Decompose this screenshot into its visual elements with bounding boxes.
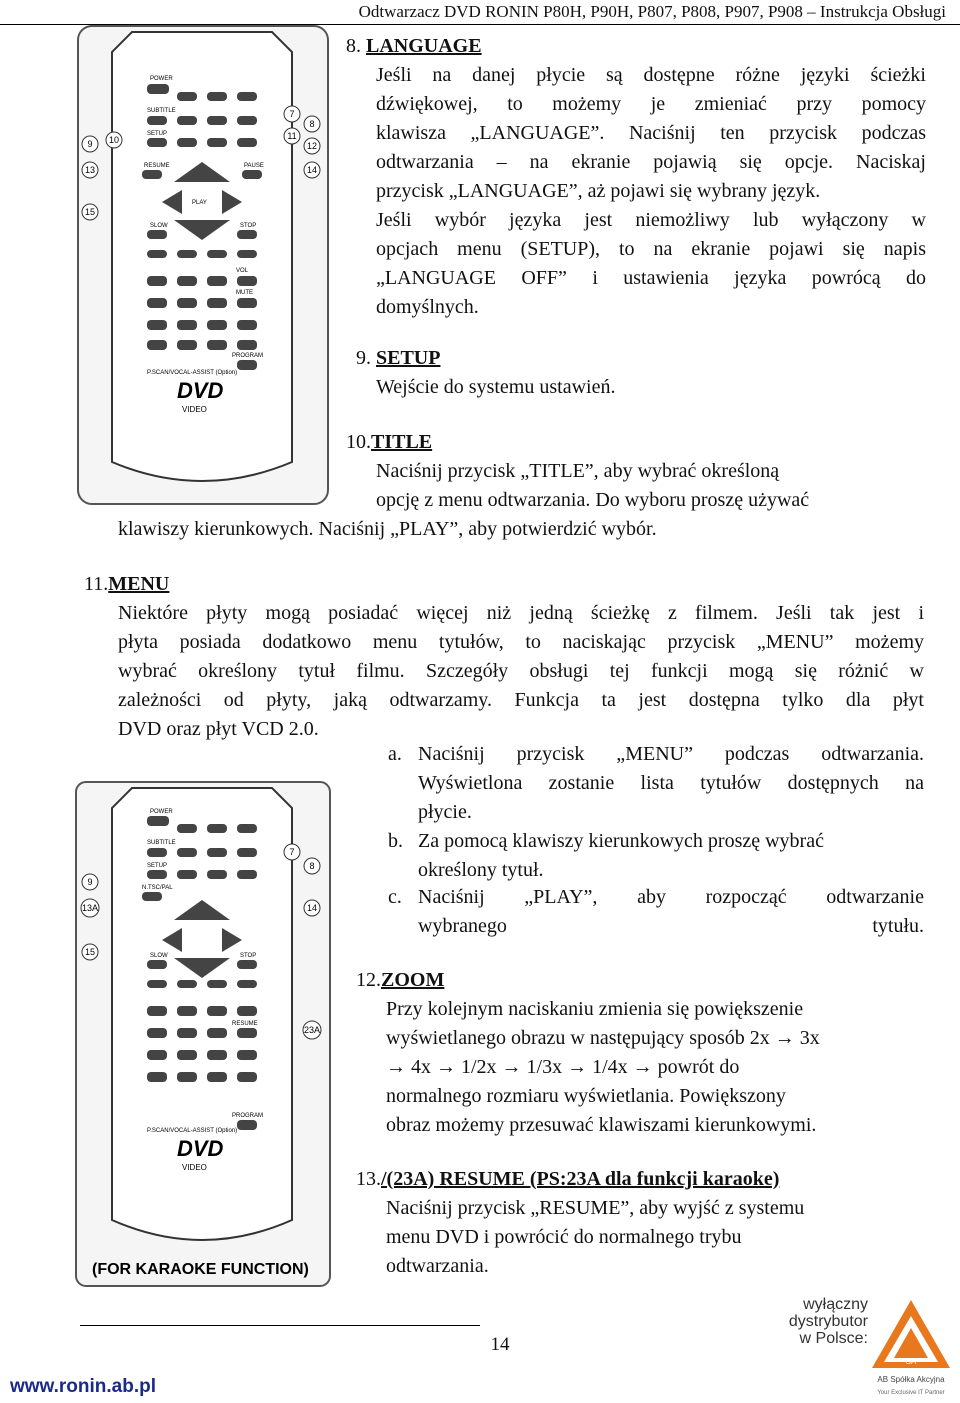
menu-step-b-line-1: Za pomocą klawiszy kierunkowych proszę wybrać <box>418 830 824 852</box>
resume-line-3: odtwarzania. <box>386 1255 489 1277</box>
remote1-label-power: POWER <box>150 76 173 82</box>
remote1-callout-12: 12 <box>306 141 318 151</box>
remote1-label-pscan: P.SCAN/VOCAL-ASSIST (Option) <box>147 370 238 376</box>
zoom-line-4: normalnego rozmiaru wyświetlania. Powiększony <box>386 1085 786 1107</box>
language-line-8: „LANGUAGE OFF” i ustawienia języka powrócą do <box>376 267 926 289</box>
section-setup-heading: 9. SETUP <box>356 347 441 369</box>
remote1-video-logo: VIDEO <box>182 405 207 414</box>
setup-line-1: Wejście do systemu ustawień. <box>376 376 616 398</box>
remote1-label-play: PLAY <box>192 200 207 206</box>
remote2-label-subtitle: SUBTITLE <box>147 840 176 846</box>
zoom-line-5: obraz możemy przesuwać klawiszami kierunkowymi. <box>386 1114 817 1136</box>
ab-logo-icon <box>870 1298 952 1398</box>
remote2-callout-15: 15 <box>84 947 96 957</box>
page-header: Odtwarzacz DVD RONIN P80H, P90H, P807, P808, P907, P908 – Instrukcja Obsługi <box>358 2 946 21</box>
menu-step-c-line-1: Naciśnij „PLAY”, aby rozpocząć odtwarzanie <box>418 886 924 908</box>
language-line-3: klawisza „LANGUAGE”. Naciśnij ten przycisk podczas <box>376 122 926 144</box>
remote1-callout-8: 8 <box>309 119 315 129</box>
remote2-callout-7: 7 <box>289 847 295 857</box>
language-line-1: Jeśli na danej płycie są dostępne różne języki ścieżki <box>376 64 926 86</box>
ab-company-name: AB Spółka Akcyjna <box>877 1375 945 1384</box>
remote2-callout-8: 8 <box>309 861 315 871</box>
menu-line-3: wybrać określony tytuł filmu. Szczegóły obsługi tej funkcji mogą się różnić w <box>118 660 924 682</box>
remote2-label-ntsc: N.TSC/PAL <box>142 885 173 891</box>
distributor-text: wyłączny dystrybutor w Polsce: <box>788 1296 868 1347</box>
zoom-line-3: → 4x → 1/2x → 1/3x → 1/4x → powrót do <box>386 1056 740 1078</box>
remote1-label-vol: VOL <box>236 268 249 274</box>
menu-step-a-line-3: płycie. <box>418 801 472 823</box>
resume-line-1: Naciśnij przycisk „RESUME”, aby wyjść z systemu <box>386 1197 805 1219</box>
menu-step-b-letter: b. <box>388 830 403 852</box>
remote2-video-logo: VIDEO <box>182 1163 207 1172</box>
menu-step-a-letter: a. <box>388 743 402 765</box>
title-line-2: opcję z menu odtwarzania. Do wyboru proszę używać <box>376 489 810 511</box>
language-line-5: przycisk „LANGUAGE”, aż pojawi się wybrany język. <box>376 180 821 202</box>
language-line-9: domyślnych. <box>376 296 479 318</box>
remote2-label-program: PROGRAM <box>232 1113 264 1119</box>
menu-line-4: zależności od płyty, jaką odtwarzamy. Funkcja ta jest dostępna tylko dla płyt <box>118 689 924 711</box>
remote1-label-program: PROGRAM <box>232 353 264 359</box>
title-line-3: klawiszy kierunkowych. Naciśnij „PLAY”, aby potwierdzić wybór. <box>118 518 657 540</box>
remote2-karaoke-caption: (FOR KARAOKE FUNCTION) <box>92 1261 309 1278</box>
remote2-callout-13a: 13A <box>81 903 99 913</box>
remote-control-image-2 <box>72 780 334 1288</box>
section-resume-heading: 13./(23A) RESUME (PS:23A dla funkcji karaoke) <box>356 1168 780 1190</box>
language-line-6: Jeśli wybór języka jest niemożliwy lub wyłączony w <box>376 209 926 231</box>
remote1-label-resume: RESUME <box>144 163 170 169</box>
remote1-callout-13: 13 <box>84 165 96 175</box>
remote2-label-pscan: P.SCAN/VOCAL-ASSIST (Option) <box>147 1128 238 1134</box>
remote1-callout-7: 7 <box>289 109 295 119</box>
zoom-line-1: Przy kolejnym naciskaniu zmienia się powiększenie <box>386 998 804 1020</box>
menu-step-c-letter: c. <box>388 886 402 908</box>
remote1-label-subtitle: SUBTITLE <box>147 108 176 114</box>
remote2-label-setup: SETUP <box>147 863 168 869</box>
remote2-dvd-logo: DVD <box>177 1136 224 1161</box>
remote2-callout-23a: 23A <box>303 1025 321 1035</box>
remote1-callout-10: 10 <box>108 135 120 145</box>
menu-step-c-line-2: wybranego tytułu. <box>418 915 924 937</box>
remote1-callout-14: 14 <box>306 165 318 175</box>
remote1-label-mute: MUTE <box>236 290 253 296</box>
language-line-7: opcjach menu (SETUP), to na ekranie pojawi się napis <box>376 238 926 260</box>
remote2-callout-9: 9 <box>87 877 93 887</box>
remote1-callout-11: 11 <box>287 131 297 141</box>
remote-control-image-1 <box>72 22 334 508</box>
menu-line-1: Niektóre płyty mogą posiadać więcej niż jedną ścieżkę z filmem. Jeśli tak jest i <box>118 602 924 624</box>
remote2-callout-14: 14 <box>306 903 318 913</box>
ab-logo-sa: SA <box>905 1357 917 1366</box>
menu-step-a-line-1: Naciśnij przycisk „MENU” podczas odtwarzania. <box>418 743 924 765</box>
remote1-callout-15: 15 <box>84 207 96 217</box>
language-line-4: odtwarzania – na ekranie pojawią się opcje. Naciskaj <box>376 151 926 173</box>
section-zoom-heading: 12.ZOOM <box>356 969 445 991</box>
menu-step-b-line-2: określony tytuł. <box>418 859 544 881</box>
website-link[interactable]: www.ronin.ab.pl <box>10 1376 157 1397</box>
language-line-2: dźwiękowej, to możemy je zmieniać przy pomocy <box>376 93 926 115</box>
remote1-label-slow: SLOW <box>150 223 168 229</box>
remote2-label-power: POWER <box>150 809 173 815</box>
section-menu-heading: 11.MENU <box>84 573 170 595</box>
menu-line-2: płyta posiada dodatkowo menu tytułów, to naciskając przycisk „MENU” możemy <box>118 631 924 653</box>
section-title-heading: 10.TITLE <box>346 431 433 453</box>
page-number: 14 <box>490 1334 510 1355</box>
remote1-callout-9: 9 <box>87 139 93 149</box>
title-line-1: Naciśnij przycisk „TITLE”, aby wybrać określoną <box>376 460 780 482</box>
menu-step-a-line-2: Wyświetlona zostanie lista tytułów dostępnych na <box>418 772 924 794</box>
resume-line-2: menu DVD i powrócić do normalnego trybu <box>386 1226 742 1248</box>
remote2-label-slow: SLOW <box>150 953 168 959</box>
remote1-label-pause: PAUSE <box>244 163 264 169</box>
remote2-label-resume: RESUME <box>232 1021 258 1027</box>
footer-divider <box>80 1325 480 1326</box>
remote1-label-setup: SETUP <box>147 131 168 137</box>
remote1-dvd-logo: DVD <box>177 378 224 403</box>
remote2-label-stop: STOP <box>240 953 257 959</box>
remote1-label-stop: STOP <box>240 223 257 229</box>
zoom-line-2: wyświetlanego obrazu w następujący sposób 2x → 3x <box>386 1027 820 1049</box>
section-language-heading: 8. LANGUAGE <box>346 35 482 57</box>
ab-tagline: Your Exclusive IT Partner <box>877 1390 945 1396</box>
menu-line-5: DVD oraz płyt VCD 2.0. <box>118 718 319 740</box>
